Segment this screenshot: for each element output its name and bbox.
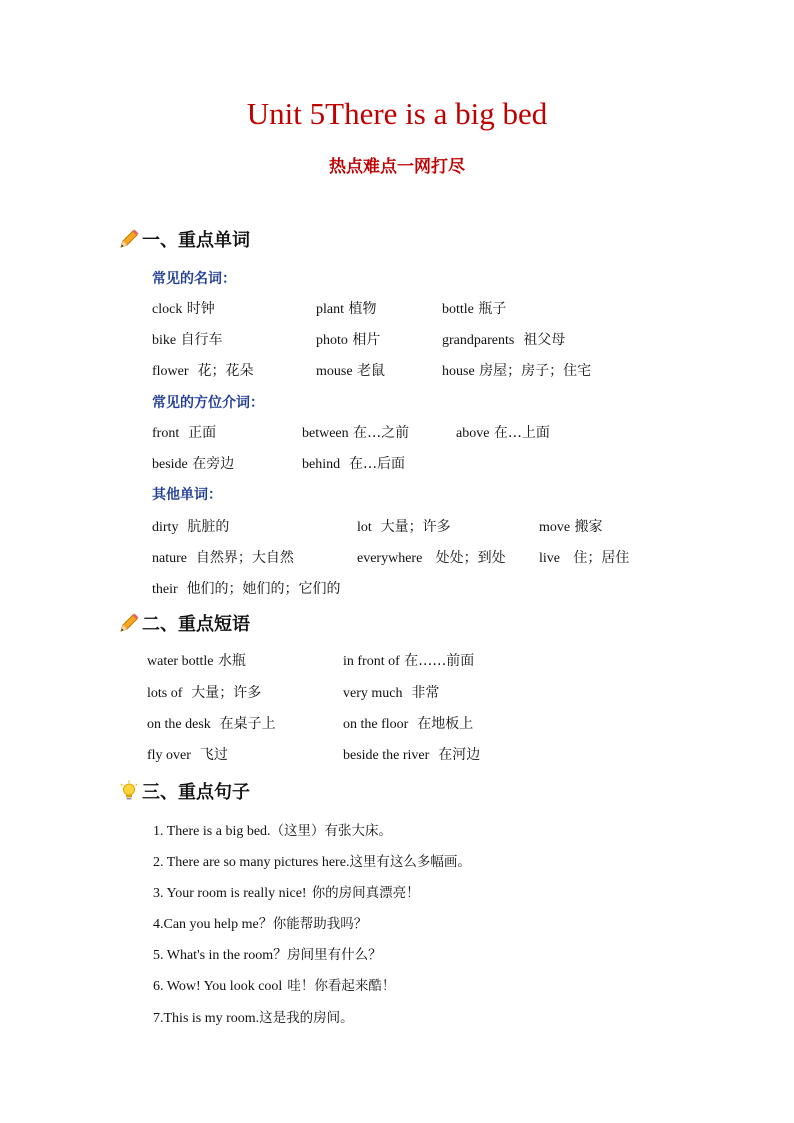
phrase-entry: fly over 飞过 — [147, 747, 228, 763]
phrase-entry: very much 非常 — [343, 685, 440, 701]
word-entry: mouse 老鼠 — [316, 363, 386, 379]
pencil-icon — [118, 228, 140, 250]
sentence-item: 4.Can you help me？你能帮助我吗？ — [153, 916, 368, 932]
word-entry: photo 相片 — [316, 332, 381, 348]
word-entry: clock 时钟 — [152, 301, 215, 317]
section-phrases-title: 二、重点短语 — [142, 614, 250, 635]
word-entry: plant 植物 — [316, 301, 377, 317]
section-words-title: 一、重点单词 — [142, 230, 250, 251]
phrase-entry: in front of 在……前面 — [343, 653, 475, 669]
word-entry: dirty 肮脏的 — [152, 519, 230, 535]
word-entry: beside 在旁边 — [152, 456, 235, 472]
sentence-item: 5. What's in the room？房间里有什么？ — [153, 947, 382, 963]
phrase-entry: on the floor 在地板上 — [343, 716, 474, 732]
word-entry: everywhere 处处；到处 — [357, 550, 506, 566]
word-entry: bike 自行车 — [152, 332, 223, 348]
word-entry: above 在…上面 — [456, 425, 550, 441]
others-label: 其他单词： — [152, 487, 222, 503]
sentence-item: 6. Wow! You look cool 哇！你看起来酷！ — [153, 978, 396, 994]
word-entry: bottle 瓶子 — [442, 301, 507, 317]
section-phrases-heading — [118, 610, 250, 636]
sentence-item: 2. There are so many pictures here.这里有这么多幅画。 — [153, 854, 471, 870]
word-entry: behind 在…后面 — [302, 456, 406, 472]
section-words-heading — [118, 226, 250, 252]
section-sentences-title: 三、重点句子 — [142, 782, 250, 803]
phrase-entry: on the desk 在桌子上 — [147, 716, 276, 732]
sentence-item: 3. Your room is really nice! 你的房间真漂亮！ — [153, 885, 420, 901]
phrase-entry: beside the river 在河边 — [343, 747, 481, 763]
page-title: Unit 5There is a big bed — [246, 96, 548, 131]
word-entry: grandparents 祖父母 — [442, 332, 566, 348]
lightbulb-icon — [118, 780, 140, 802]
pencil-icon — [118, 612, 140, 634]
prepositions-label: 常见的方位介词： — [152, 395, 264, 411]
nouns-label: 常见的名词： — [152, 271, 236, 287]
page-subtitle: 热点难点一网打尽 — [329, 157, 465, 177]
word-entry: lot 大量；许多 — [357, 519, 451, 535]
word-entry: house 房屋；房子；住宅 — [442, 363, 592, 379]
phrase-entry: water bottle 水瓶 — [147, 653, 246, 669]
word-entry: move 搬家 — [539, 519, 603, 535]
word-entry: nature 自然界；大自然 — [152, 550, 294, 566]
word-entry: between 在…之前 — [302, 425, 410, 441]
word-entry: flower 花；花朵 — [152, 363, 254, 379]
phrase-entry: lots of 大量；许多 — [147, 685, 262, 701]
word-entry: live 住；居住 — [539, 550, 630, 566]
sentence-item: 7.This is my room.这是我的房间。 — [153, 1010, 354, 1026]
section-sentences-heading — [118, 778, 250, 804]
word-entry: their 他们的；她们的；它们的 — [152, 581, 341, 597]
sentence-item: 1. There is a big bed.（这里）有张大床。 — [153, 823, 393, 839]
word-entry: front 正面 — [152, 425, 217, 441]
